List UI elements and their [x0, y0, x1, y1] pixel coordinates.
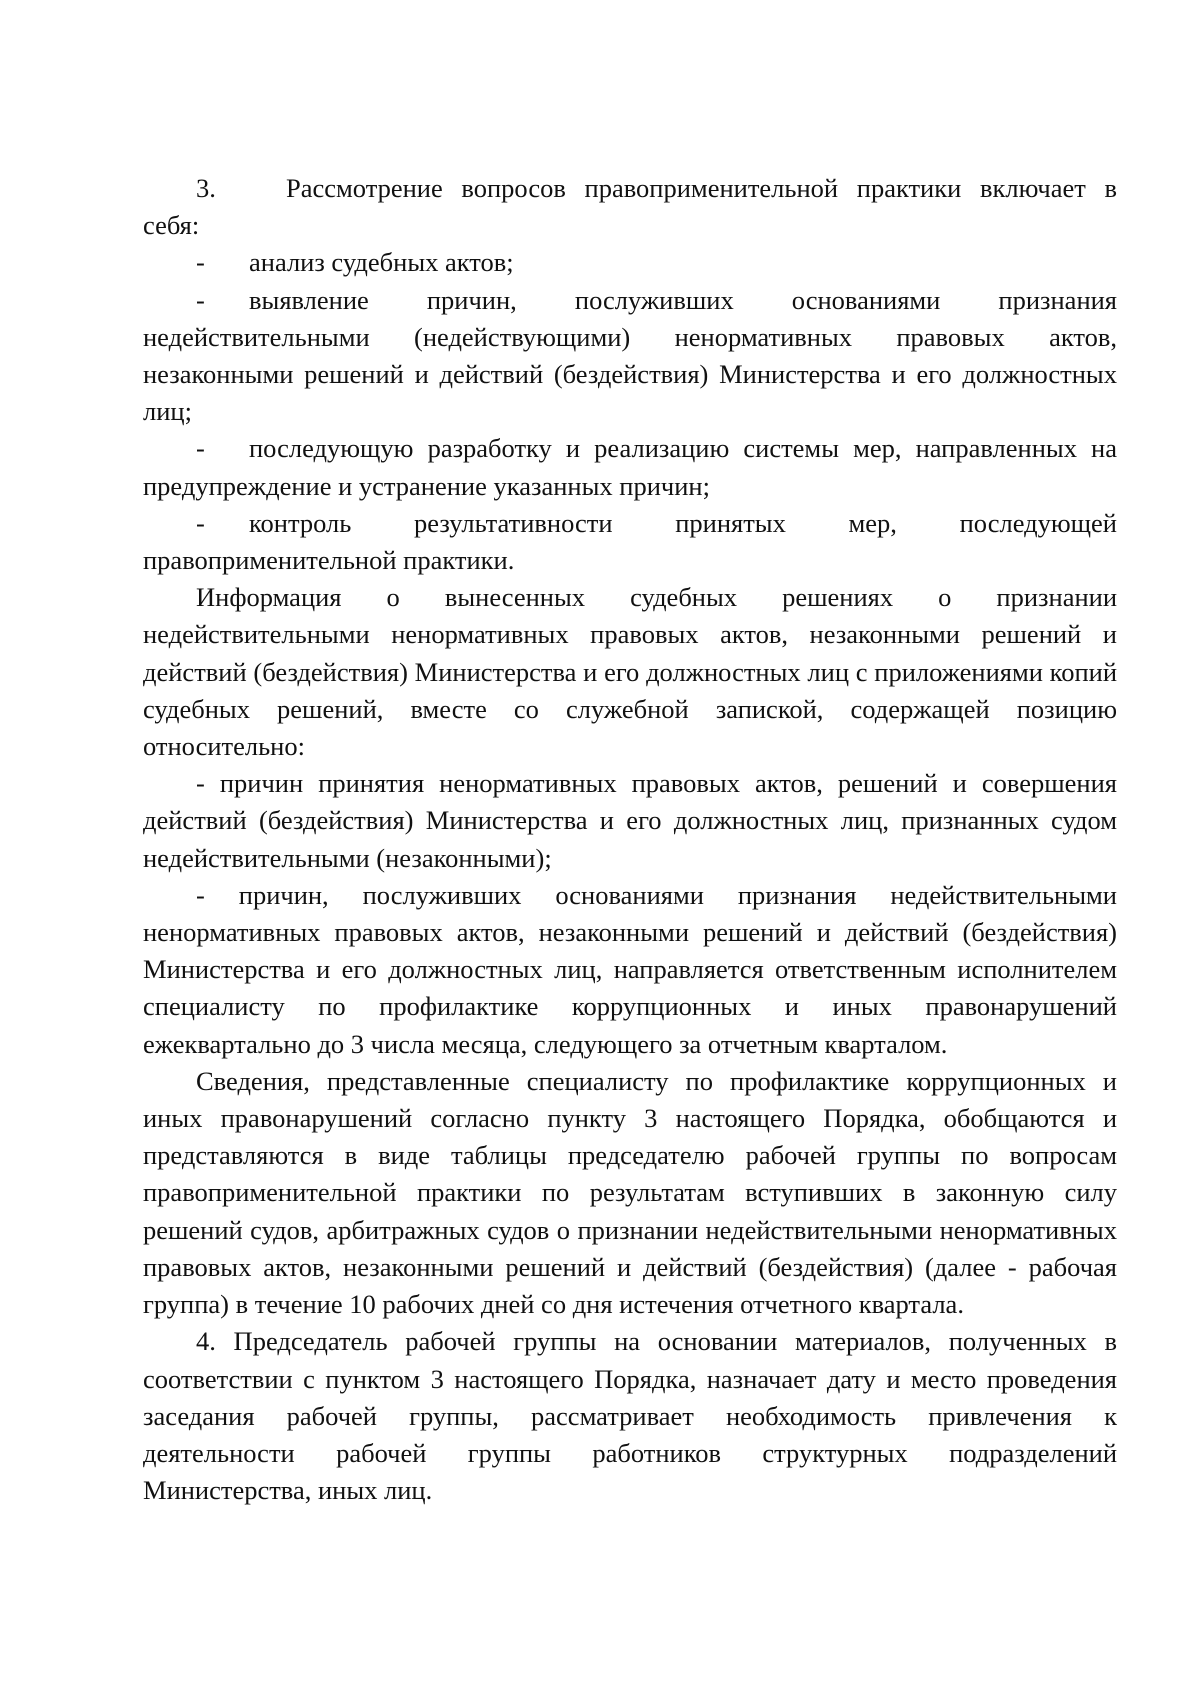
bullet-text: анализ судебных актов; — [249, 247, 514, 278]
bullet-item — [143, 244, 1117, 281]
bullet-text: выявление причин, послуживших основаниями признания недействительными (недействующими) ненормативных правовых актов, незаконными решений и действий (бездействия) Министерства и его должностных лиц; — [143, 284, 1117, 427]
paragraph-item-4: 4. Председатель рабочей группы на основании материалов, полученных в соответствии с пунктом 3 настоящего Порядка, назначает дату и место проведения заседания рабочей группы, рассматривает необходимость привлечения к деятельности рабочей группы работников структурных подразделений Министерства, иных лиц. — [143, 1326, 1117, 1506]
bullet-marker: - — [196, 247, 205, 278]
paragraph-item-3 — [143, 170, 1117, 244]
bullet-item — [143, 430, 1117, 504]
paragraph-svedeniya: Сведения, представленные специалисту по профилактике коррупционных и иных правонарушений согласно пункту 3 настоящего Порядка, обобщаются и представляются в виде таблицы председателю рабочей группы по вопросам правоприменительной практики по результатам вступивших в законную силу решений судов, арбитражных судов о признании недействительными ненормативных правовых актов, незаконными решений и действий (бездействия) (далее - рабочая группа) в течение 10 рабочих дней со дня истечения отчетного квартала. — [143, 1065, 1117, 1320]
item-number: 3. — [196, 173, 216, 203]
paragraph-reason-2: - причин, послуживших основаниями признания недействительными ненормативных правовых актов, незаконными решений и действий (бездействия) Министерства и его должностных лиц, направляется ответственным исполнителем специалисту по профилактике коррупционных и иных правонарушений ежеквартально до 3 числа месяца, следующего за отчетным кварталом. — [143, 879, 1117, 1059]
bullet-marker: - — [196, 284, 205, 315]
paragraph-reason-1: - причин принятия ненормативных правовых актов, решений и совершения действий (бездействия) Министерства и его должностных лиц, признанных судом недействительными (незаконными); — [143, 768, 1117, 873]
bullet-text: последующую разработку и реализацию системы мер, направленных на предупреждение и устранение указанных причин; — [143, 433, 1117, 501]
bullet-marker: - — [196, 433, 205, 464]
bullet-text: контроль результативности принятых мер, последующей правоприменительной практики. — [143, 507, 1117, 576]
document-page — [143, 170, 1117, 1509]
item-text: Рассмотрение вопросов правоприменительной практики включает в себя: — [143, 173, 1117, 241]
bullet-item — [143, 505, 1117, 579]
bullet-item — [143, 282, 1117, 431]
paragraph-information: Информация о вынесенных судебных решениях о признании недействительными ненормативных правовых актов, незаконными решений и действий (бездействия) Министерства и его должностных лиц с приложениями копий судебных решений, вместе со служебной запиской, содержащей позицию относительно: — [143, 582, 1117, 762]
bullet-marker: - — [196, 507, 205, 538]
